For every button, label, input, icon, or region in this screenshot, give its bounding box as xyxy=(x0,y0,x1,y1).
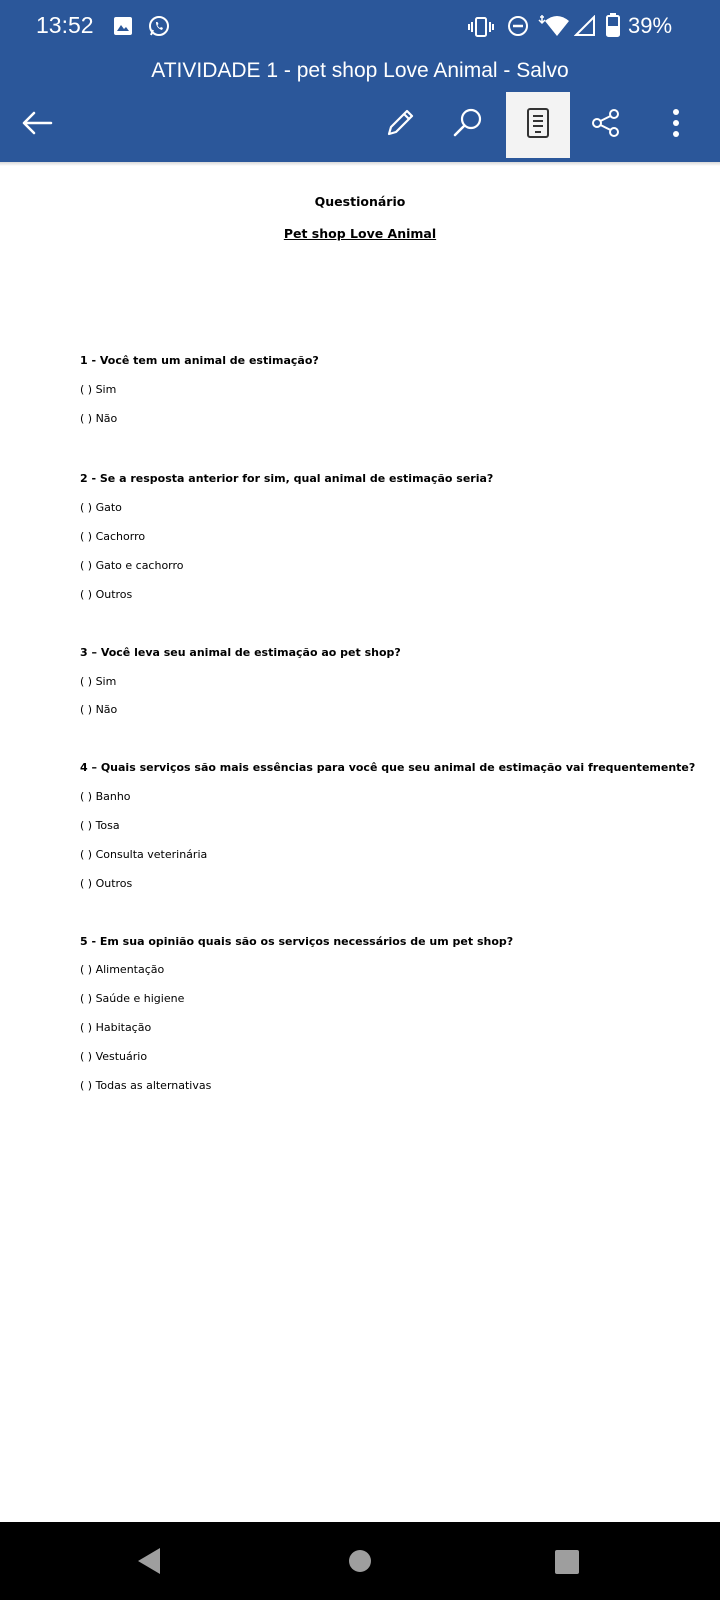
whatsapp-icon xyxy=(148,15,170,42)
question-1: 1 - Você tem um animal de estimação? xyxy=(80,354,319,367)
document-title: ATIVIDADE 1 - pet shop Love Animal - Salvo xyxy=(151,59,569,82)
option: ( ) Consulta veterinária xyxy=(80,848,208,861)
option: ( ) Sim xyxy=(80,383,117,396)
edit-pencil-icon xyxy=(384,107,416,144)
share-icon xyxy=(590,107,622,144)
navigation-bar xyxy=(0,1522,720,1600)
image-icon xyxy=(113,16,133,41)
app-header xyxy=(0,0,720,162)
option: ( ) Outros xyxy=(80,588,133,601)
option: ( ) Habitação xyxy=(80,1021,152,1034)
option: ( ) Vestuário xyxy=(80,1050,148,1063)
option: ( ) Outros xyxy=(80,877,133,890)
nav-home-icon[interactable] xyxy=(348,1549,372,1578)
option: ( ) Saúde e higiene xyxy=(80,992,185,1005)
search-icon xyxy=(452,107,484,144)
option: ( ) Gato xyxy=(80,501,122,514)
option: ( ) Tosa xyxy=(80,819,120,832)
question-3: 3 – Você leva seu animal de estimação ao pet shop? xyxy=(80,646,401,659)
share-button[interactable] xyxy=(574,92,638,158)
status-time: 13:52 xyxy=(36,12,94,38)
status-bar xyxy=(0,0,720,54)
option: ( ) Não xyxy=(80,412,118,425)
questionnaire-subtitle: Pet shop Love Animal xyxy=(283,226,437,241)
signal-icon xyxy=(574,15,596,42)
nav-back-icon[interactable] xyxy=(136,1546,162,1581)
option: ( ) Não xyxy=(80,703,118,716)
dnd-icon xyxy=(507,15,529,42)
option: ( ) Todas as alternativas xyxy=(80,1079,212,1092)
back-arrow-icon xyxy=(21,111,53,140)
option: ( ) Sim xyxy=(80,675,117,688)
option: ( ) Cachorro xyxy=(80,530,146,543)
more-options-button[interactable] xyxy=(644,92,708,158)
option: ( ) Gato e cachorro xyxy=(80,559,184,572)
more-options-icon xyxy=(672,108,680,143)
vibrate-icon xyxy=(468,16,494,43)
question-2: 2 - Se a resposta anterior for sim, qual animal de estimação seria? xyxy=(80,472,494,485)
nav-recents-icon[interactable] xyxy=(555,1550,579,1579)
questionnaire-title: Questionário xyxy=(314,194,406,209)
header-shadow xyxy=(0,162,720,166)
question-4: 4 – Quais serviços são mais essências para você que seu animal de estimação vai frequentemente? xyxy=(80,761,696,774)
search-button[interactable] xyxy=(436,92,500,158)
option: ( ) Banho xyxy=(80,790,131,803)
battery-icon xyxy=(606,13,620,42)
reading-view-icon xyxy=(525,107,551,144)
back-button[interactable] xyxy=(5,92,69,158)
toolbar xyxy=(0,92,720,158)
question-5: 5 - Em sua opinião quais são os serviços necessários de um pet shop? xyxy=(80,935,514,948)
wifi-icon xyxy=(538,14,570,43)
option: ( ) Alimentação xyxy=(80,963,165,976)
reading-view-button[interactable] xyxy=(506,92,570,158)
battery-percentage: 39% xyxy=(628,13,673,38)
edit-button[interactable] xyxy=(368,92,432,158)
